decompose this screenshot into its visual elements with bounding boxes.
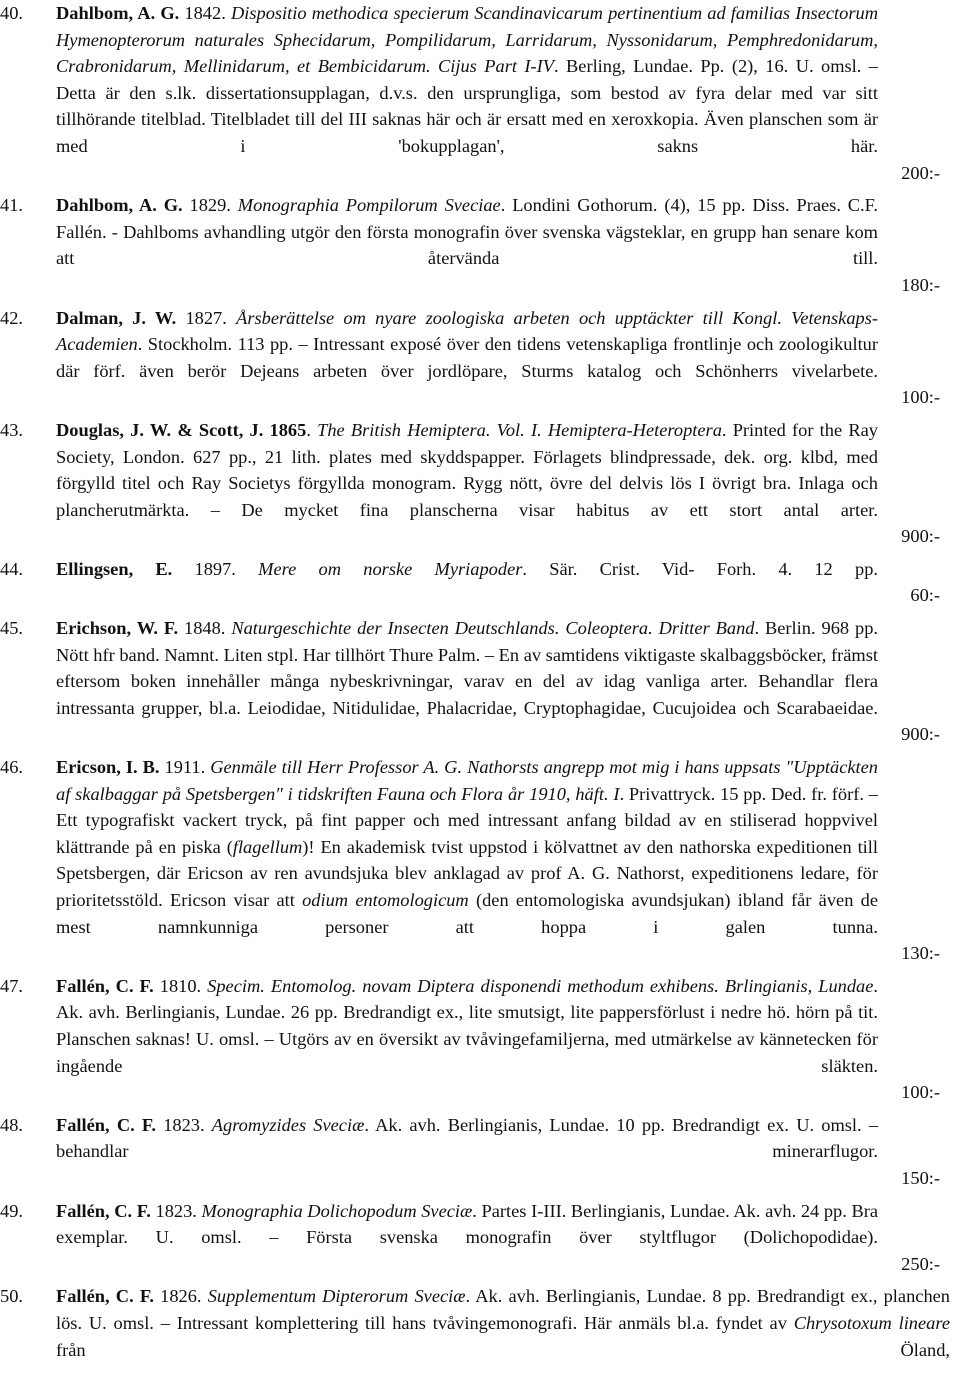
entry-text: (den entomologiska avundsjukan) ibland får även de mest namnkunniga personer att hoppa i galen tunna. (56, 890, 878, 937)
entry-number: 41. (0, 195, 23, 216)
entry-text: från Öland, (56, 1339, 950, 1360)
entry-title: Supplementum Dipterorum Sveciæ (207, 1286, 466, 1307)
entry-text: . Ak. avh. Berlingianis, Lundae. 8 pp. Bredrandigt ex., planchen lös. U. omsl. – Intressant komplettering till hans tvåvingemonografi. Här anmäls bl.a. fyndet av (56, 1286, 950, 1333)
catalog-entry-40 (0, 0, 960, 186)
entry-text: . Ak. avh. Berlingianis, Lundae. 26 pp. Bredrandigt ex., lite smutsigt, lite pappersförlust i nedre hö. hörn på tit. Planschen saknas! U. omsl. – Utgörs av en översikt av tvåvingefamiljerna, med utmärkelse av kännetecken för ingående släkten. (56, 975, 879, 1076)
entry-number: 50. (0, 1286, 23, 1307)
entry-price: 900:- (901, 526, 940, 547)
entry-number: 49. (0, 1200, 23, 1221)
catalog-entry-47 (0, 973, 960, 1106)
catalog-entry-43 (0, 417, 960, 550)
entry-text: )! En akademisk tvist uppstod i kölvattnet av den nathorska expeditionen till Spetsbergen, där Ericson av ren avundsjuka blev anklagad av prof A. G. Nathorst, expeditionens ledare, för prioritetsstöld. Ericson visar att (56, 836, 879, 910)
entry-description (56, 754, 940, 967)
entry-title: Chrysotoxum lineare (793, 1312, 950, 1333)
entry-text: . Stockholm. 113 pp. – Intressant exposé över den tidens vetenskapliga frontlinje och zoologikultur där förf. även berör Dejeans arbeten över jordlöpare, Sturms katalog och Schönherrs vivelarbete. (56, 334, 878, 381)
catalog-entry-46 (0, 754, 960, 967)
entry-text: 1842. (179, 3, 231, 23)
entry-price: 200:- (901, 162, 940, 183)
entry-title: Monographia Dolichopodum Sveciæ (201, 1200, 473, 1221)
catalog-entry-49 (0, 1198, 960, 1278)
entry-author: Ellingsen, E. (56, 558, 173, 579)
catalog-entry-44 (0, 556, 960, 609)
catalog-entry-41 (0, 192, 960, 298)
entry-description (56, 615, 940, 748)
entry-text: . Sär. Crist. Vid- Forh. 4. 12 pp. (522, 558, 878, 579)
entry-description (56, 1283, 950, 1389)
entry-text: . Privattryck. 15 pp. Ded. fr. förf. – Ett typografiskt vackert tryck, på fint papper och med intressant anfang bildad av en stiliserad hoppvivel klättrande på en piska ( (56, 783, 878, 857)
entry-number: 48. (0, 1114, 23, 1135)
entry-text: 1823. (156, 1114, 212, 1135)
entry-author: Dalman, J. W. (56, 307, 177, 328)
entry-price: 250:- (901, 1253, 940, 1274)
entry-text: 1897. (172, 558, 259, 579)
entry-author: Dahlbom, A. G. (56, 3, 180, 23)
entry-text: 1826. (153, 1286, 208, 1307)
entry-number: 42. (0, 307, 23, 328)
entry-number: 45. (0, 618, 23, 639)
entry-author: Fallén, C. F. (56, 1114, 157, 1135)
entry-text: . (306, 419, 318, 440)
entry-number: 40. (0, 3, 23, 23)
entry-title: flagellum (232, 836, 303, 857)
entry-text: 1911. (159, 757, 211, 778)
entry-title: The British Hemiptera. Vol. I. Hemiptera-Heteroptera (317, 419, 722, 440)
entry-title: odium entomologicum (302, 890, 469, 910)
entry-price: 100:- (901, 1082, 940, 1103)
entry-number: 43. (0, 419, 23, 440)
catalog-entry-50 (0, 1283, 960, 1389)
entry-number: 47. (0, 975, 23, 996)
entry-title: Dispositio methodica specierum Scandinavicarum pertinentium ad familias Insectorum Hymenopterorum naturales Sphecidarum, Pompilidarum, Larridarum, Nyssonidarum, Pemphredonidarum, Crabronidarum, Mellinidarum, et Bembicidarum. Cijus Part I-IV (56, 3, 878, 77)
entry-description (56, 192, 940, 298)
entry-author: Ericson, I. B. (56, 757, 160, 778)
entry-title: Mere om norske Myriapoder (258, 558, 523, 579)
entry-description (56, 305, 940, 411)
entry-title: Specim. Entomolog. novam Diptera disponendi methodum exhibens. Brlingianis, Lundae (207, 975, 874, 996)
entry-title: Årsberättelse om nyare zoologiska arbeten och upptäckter till Kongl. Vetenskaps-Academien (56, 307, 878, 355)
entry-title: Monographia Pompilorum Sveciae (237, 195, 501, 216)
entry-author: Fallén, C. F. (56, 975, 154, 996)
entry-text: . Berlin. 968 pp. Nött hfr band. Namnt. Liten stpl. Har tillhört Thure Palm. – En av samtidens viktigaste skalbaggsböcker, främst eftersom boken innehåller många nybeskrivningar, varav en del av idag vanliga arter. Behandlar flera intressanta grupper, bl.a. Leiodidae, Nitidulidae, Phalacridae, Cryptophagidae, Cucujoidea och Scarabaeidae. (56, 618, 878, 718)
entry-text: 1848. (178, 618, 232, 639)
entry-title: Naturgeschichte der Insecten Deutschlands. Coleoptera. Dritter Band (231, 618, 755, 639)
entry-text: . Partes I-III. Berlingianis, Lundae. Ak. avh. 24 pp. Bra exemplar. U. omsl. – Första svenska monografin över styltflugor (Dolichopodidae). (56, 1200, 879, 1248)
entry-text: . Berling, Lundae. Pp. (2), 16. U. omsl. – Detta är den s.lk. dissertationsupplagan, d.v.s. den ursprungliga, som bestod av fyra delar med var sitt tillhörande titelblad. Titelbladet till del III saknas här och är ersatt med en xeroxkopia. Även planschen som är med i 'bokupplagan', sakns här. (56, 56, 878, 156)
catalog-entry-45 (0, 615, 960, 748)
entry-title: Agromyzides Sveciæ (211, 1114, 365, 1135)
entry-text: . Londini Gothorum. (4), 15 pp. Diss. Praes. C.F. Fallén. - Dahlboms avhandling utgör den första monografin över svenska vägsteklar, en grupp han senare kom att återvända till. (56, 195, 879, 269)
entry-description (56, 0, 940, 186)
entry-price: 180:- (901, 274, 940, 295)
entry-price: 900:- (901, 724, 940, 745)
entry-description (56, 556, 940, 609)
entry-price: 150:- (901, 1167, 940, 1188)
entry-title: Genmäle till Herr Professor A. G. Nathorsts angrepp mot mig i hans uppsats "Upptäckten af skalbaggar på Spetsbergen" i tidskriften Fauna och Flora år 1910, häft. I (56, 757, 878, 804)
entry-text: 1810. (153, 975, 208, 996)
entry-number: 44. (0, 558, 23, 579)
entry-text: 1829. (182, 195, 238, 216)
entry-description (56, 417, 940, 550)
entry-description (56, 973, 940, 1106)
entry-text: 1827. (176, 307, 237, 328)
catalog-entry-48 (0, 1112, 960, 1192)
entry-text: . Ak. avh. Berlingianis, Lundae. 10 pp. Bredrandigt ex. U. omsl. – behandlar minerarflugor. (56, 1114, 879, 1162)
entry-author: Erichson, W. F. (56, 618, 179, 639)
entry-price: 130:- (901, 943, 940, 964)
entry-author: Fallén, C. F. (56, 1286, 154, 1307)
entry-author: Fallén, C. F. (56, 1200, 151, 1221)
entry-price: 60:- (910, 585, 940, 606)
entry-price: 100:- (901, 387, 940, 408)
entry-description (56, 1112, 940, 1192)
entry-author: Dahlbom, A. G. (56, 195, 183, 216)
entry-description (56, 1198, 940, 1278)
entry-text: 1823. (150, 1200, 202, 1221)
catalog-entry-42 (0, 305, 960, 411)
entry-text: . Printed for the Ray Society, London. 627 pp., 21 lith. plates med skyddspapper. Förlagets blindpressade, dek. org. klbd, med förgylld titel och Ray Societys förgyllda monogram. Rygg nött, övre del delvis lös I övrigt bra. Inlaga och plancherutmärkta. – De mycket fina planscherna visar habitus av ett stort antal arter. (56, 419, 878, 520)
entry-number: 46. (0, 757, 23, 778)
entry-author: Douglas, J. W. & Scott, J. 1865 (56, 419, 307, 440)
